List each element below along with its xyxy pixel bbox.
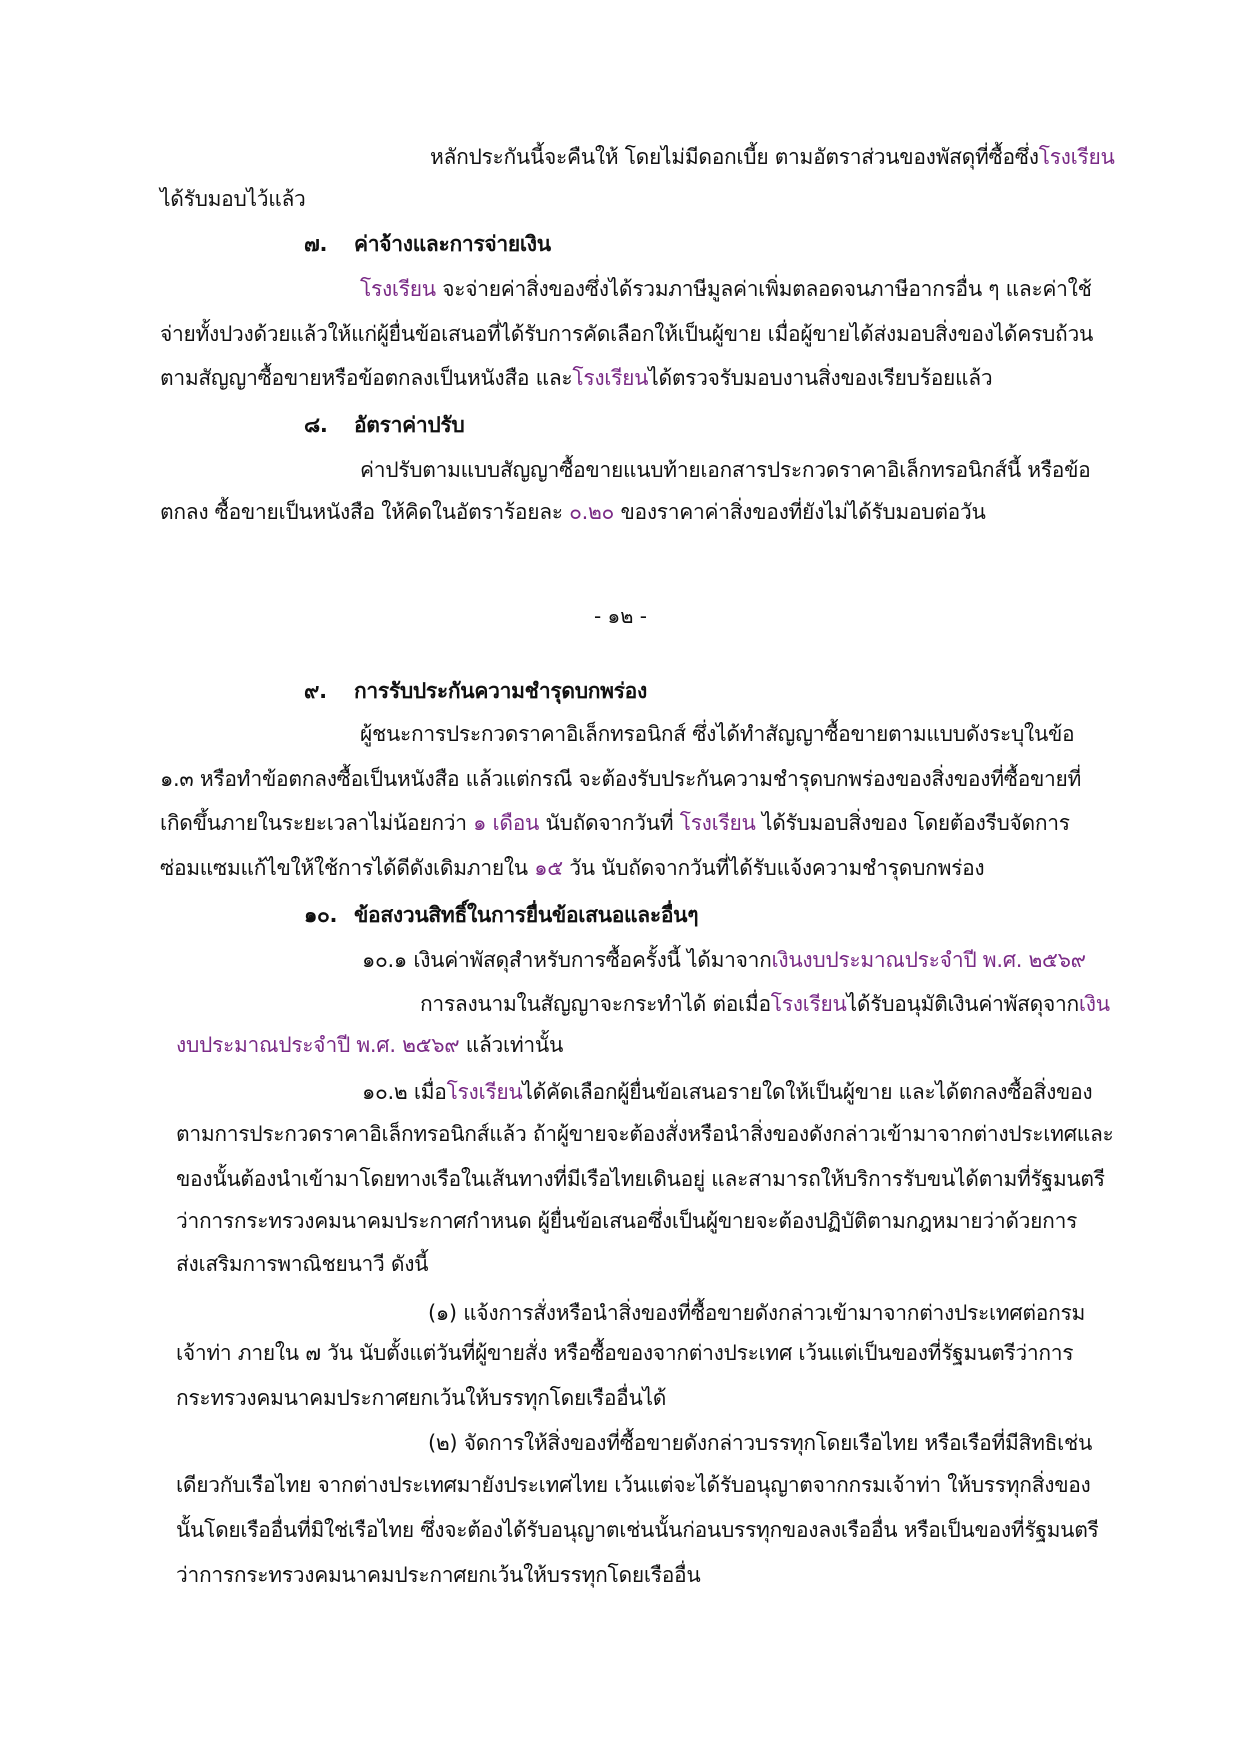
highlighted-text: ๑ เดือน [473, 811, 540, 835]
text-line [176, 1338, 1073, 1368]
text-line [176, 1249, 428, 1279]
text-line [360, 455, 1091, 485]
text-line [160, 184, 306, 214]
section-number: ๗. [304, 232, 328, 256]
text-segment: ได้รับอนุมัติเงินค่าพัสดุจาก [846, 992, 1079, 1016]
text-line [160, 764, 1081, 794]
text-segment: ได้คัดเลือกผู้ยื่นข้อเสนอรายใดให้เป็นผู้ขาย และได้ตกลงซื้อสิ่งของ [522, 1080, 1093, 1104]
text-line [362, 945, 1086, 975]
text-segment: ได้ตรวจรับมอบงานสิ่งของเรียบร้อยแล้ว [648, 366, 993, 390]
text-segment: ตามสัญญาซื้อขายหรือข้อตกลงเป็นหนังสือ และ [160, 366, 573, 390]
text-segment: การลงนามในสัญญาจะกระทำได้ ต่อเมื่อ [420, 992, 771, 1016]
text-line [362, 1077, 1092, 1107]
text-segment: ตกลง ซื้อขายเป็นหนังสือ ให้คิดในอัตราร้อยละ [160, 500, 570, 524]
text-line [160, 853, 984, 883]
highlighted-text: โรงเรียน [360, 277, 436, 301]
text-segment: เกิดขึ้นภายในระยะเวลาไม่น้อยกว่า [160, 811, 474, 835]
text-line [176, 1030, 563, 1060]
text-segment: ซ่อมแซมแก้ไขให้ใช้การได้ดีดังเดิมภายใน [160, 856, 535, 880]
section-heading [304, 676, 647, 706]
text-segment: แล้วเท่านั้น [459, 1033, 564, 1057]
text-line [160, 363, 992, 393]
text-segment: ๑๐.๒ เมื่อ [362, 1080, 447, 1104]
text-segment: นับถัดจากวันที่ [539, 811, 680, 835]
text-segment: (๒) จัดการให้สิ่งของที่ซื้อขายดังกล่าวบรรทุกโดยเรือไทย หรือเรือที่มีสิทธิเช่น [428, 1431, 1093, 1455]
text-segment: กระทรวงคมนาคมประกาศยกเว้นให้บรรทุกโดยเรืออื่นได้ [176, 1386, 667, 1410]
text-segment: วัน นับถัดจากวันที่ได้รับแจ้งความชำรุดบกพร่อง [562, 856, 985, 880]
text-segment: ตามการประกวดราคาอิเล็กทรอนิกส์แล้ว ถ้าผู้ขายจะต้องสั่งหรือนำสิ่งของดังกล่าวเข้ามาจากต่างประเทศและ [176, 1122, 1114, 1146]
text-segment: ๑๐.๑ เงินค่าพัสดุสำหรับการซื้อครั้งนี้ ได้มาจาก [362, 948, 772, 972]
text-line [428, 1298, 1085, 1328]
text-line [160, 319, 1093, 349]
text-segment: เดียวกับเรือไทย จากต่างประเทศมายังประเทศไทย เว้นแต่จะได้รับอนุญาตจากกรมเจ้าท่า ให้บรรทุกสิ่งของ [176, 1473, 1091, 1497]
section-number: ๑๐. [304, 903, 338, 927]
text-segment: นั้นโดยเรืออื่นที่มิใช่เรือไทย ซึ่งจะต้องได้รับอนุญาตเช่นนั้นก่อนบรรทุกของลงเรืออื่น หรือเป็นของที่รัฐมนตรี [176, 1518, 1099, 1542]
text-segment: ว่าการกระทรวงคมนาคมประกาศกำหนด ผู้ยื่นข้อเสนอซึ่งเป็นผู้ขายจะต้องปฏิบัติตามกฎหมายว่าด้วยการ [176, 1209, 1078, 1233]
text-segment: จะจ่ายค่าสิ่งของซึ่งได้รวมภาษีมูลค่าเพิ่มตลอดจนภาษีอากรอื่น ๆ และค่าใช้ [435, 277, 1092, 301]
text-line [160, 808, 1070, 838]
text-segment: ข้อสงวนสิทธิ์ในการยื่นข้อเสนอและอื่นๆ [354, 903, 699, 927]
text-segment: การรับประกันความชำรุดบกพร่อง [354, 679, 647, 703]
text-segment: เจ้าท่า ภายใน ๗ วัน นับตั้งแต่วันที่ผู้ขายสั่ง หรือซื้อของจากต่างประเทศ เว้นแต่เป็นของที่รัฐมนตรีว่าการ [176, 1341, 1074, 1365]
text-segment: ว่าการกระทรวงคมนาคมประกาศยกเว้นให้บรรทุกโดยเรืออื่น [176, 1563, 701, 1587]
highlighted-text: งบประมาณประจำปี พ.ศ. ๒๕๖๙ [176, 1033, 460, 1057]
text-segment: ของนั้นต้องนำเข้ามาโดยทางเรือในเส้นทางที่มีเรือไทยเดินอยู่ และสามารถให้บริการรับขนได้ตามที่รัฐมนตรี [176, 1167, 1105, 1191]
highlighted-text: เงินงบประมาณประจำปี พ.ศ. ๒๕๖๙ [771, 948, 1086, 972]
highlighted-text: ๐.๒๐ [569, 500, 615, 524]
text-line [176, 1560, 700, 1590]
text-segment: ผู้ชนะการประกวดราคาอิเล็กทรอนิกส์ ซึ่งได้ทำสัญญาซื้อขายตามแบบดังระบุในข้อ [360, 722, 1075, 746]
text-segment: จ่ายทั้งปวงด้วยแล้วให้แก่ผู้ยื่นข้อเสนอที่ได้รับการคัดเลือกให้เป็นผู้ขาย เมื่อผู้ขายได้ส่งมอบสิ่งของได้ครบถ้วน [160, 322, 1093, 346]
text-line [430, 142, 1115, 172]
text-line [176, 1383, 666, 1413]
section-heading [304, 410, 464, 440]
text-line [176, 1206, 1077, 1236]
text-line [360, 274, 1092, 304]
text-segment: หลักประกันนี้จะคืนให้ โดยไม่มีดอกเบี้ย ตามอัตราส่วนของพัสดุที่ซื้อซึ่ง [430, 145, 1039, 169]
text-segment: ของราคาค่าสิ่งของที่ยังไม่ได้รับมอบต่อวัน [614, 500, 986, 524]
highlighted-text: โรงเรียน [679, 811, 756, 835]
text-line [176, 1164, 1105, 1194]
page-number: - ๑๒ - [593, 604, 648, 628]
text-segment: ค่าจ้างและการจ่ายเงิน [354, 232, 551, 256]
section-heading [304, 900, 698, 930]
highlighted-text: โรงเรียน [770, 992, 847, 1016]
text-line [176, 1470, 1091, 1500]
text-line [360, 719, 1074, 749]
text-segment: อัตราค่าปรับ [354, 413, 465, 437]
section-number: ๙. [304, 679, 327, 703]
text-segment: ส่งเสริมการพาณิชยนาวี ดังนี้ [176, 1252, 429, 1276]
highlighted-text: โรงเรียน [1038, 145, 1115, 169]
text-line [176, 1119, 1114, 1149]
text-line [420, 989, 1110, 1019]
text-line [176, 1515, 1099, 1545]
text-segment: ๑.๓ หรือทำข้อตกลงซื้อเป็นหนังสือ แล้วแต่กรณี จะต้องรับประกันความชำรุดบกพร่องของสิ่งของที่ซื้อขายที่ [160, 767, 1082, 791]
section-number: ๘. [304, 413, 328, 437]
highlighted-text: เงิน [1078, 992, 1110, 1016]
highlighted-text: โรงเรียน [446, 1080, 523, 1104]
highlighted-text: โรงเรียน [572, 366, 649, 390]
text-segment: ได้รับมอบไว้แล้ว [160, 187, 306, 211]
text-line [160, 497, 986, 527]
text-segment: ได้รับมอบสิ่งของ โดยต้องรีบจัดการ [755, 811, 1070, 835]
text-segment: ค่าปรับตามแบบสัญญาซื้อขายแนบท้ายเอกสารประกวดราคาอิเล็กทรอนิกส์นี้ หรือข้อ [360, 458, 1091, 482]
highlighted-text: ๑๕ [534, 856, 563, 880]
text-segment: (๑) แจ้งการสั่งหรือนำสิ่งของที่ซื้อขายดังกล่าวเข้ามาจากต่างประเทศต่อกรม [428, 1301, 1086, 1325]
section-heading [304, 229, 551, 259]
text-line [428, 1428, 1092, 1458]
